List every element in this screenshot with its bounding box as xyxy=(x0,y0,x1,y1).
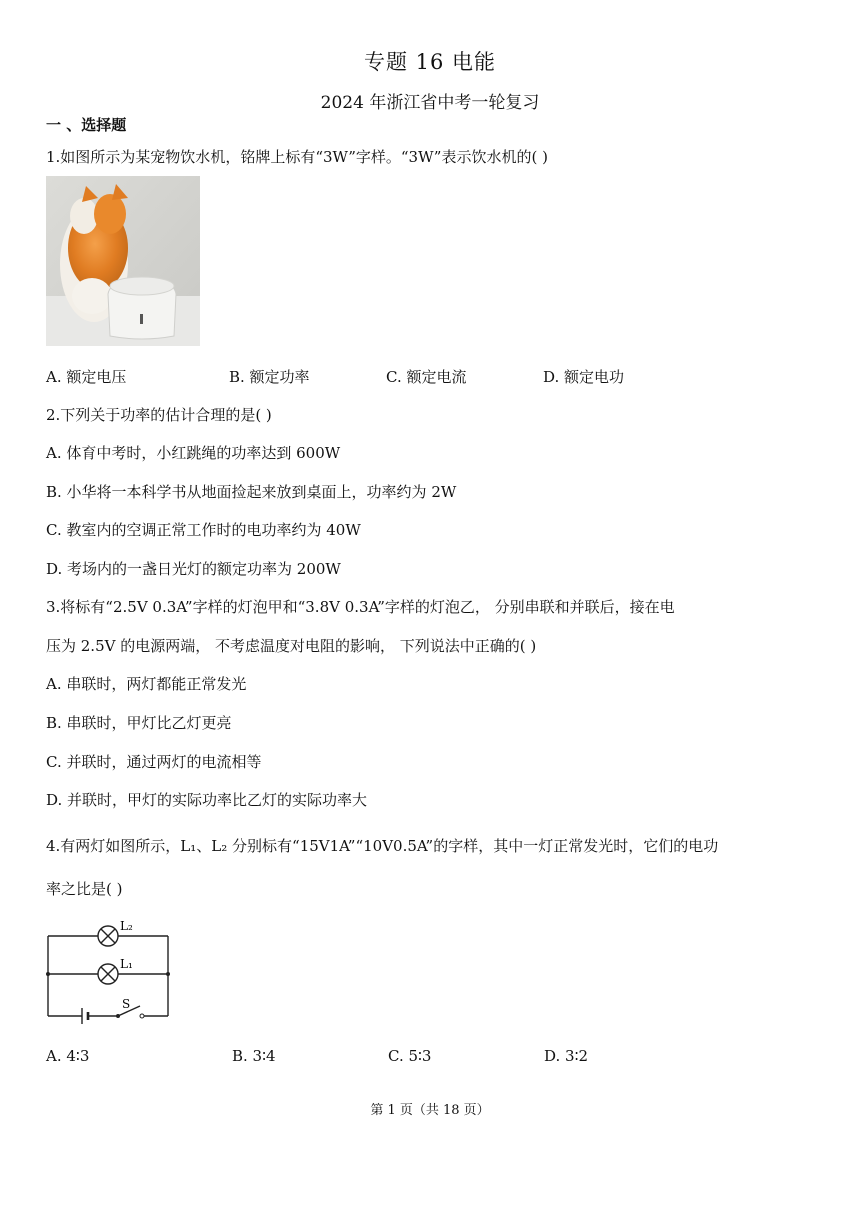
q4-option-b: B. 3∶4 xyxy=(232,1047,276,1065)
page-subtitle: 2024 年浙江省中考一轮复习 xyxy=(320,93,540,113)
question-4-stem-line-1: 4.有两灯如图所示，L₁、L₂ 分别标有“15V1A”“10V0.5A”的字样，其中一灯正常发光时，它们的电功 xyxy=(46,837,719,855)
question-2-stem: 2.下列关于功率的估计合理的是( ) xyxy=(46,406,272,424)
q1-option-b: B. 额定功率 xyxy=(229,368,310,386)
label-switch-s: S xyxy=(122,997,131,1011)
q3-option-b: B. 串联时，甲灯比乙灯更亮 xyxy=(46,714,232,732)
q3-option-c: C. 并联时，通过两灯的电流相等 xyxy=(46,753,262,771)
q1-option-d: D. 额定电功 xyxy=(543,368,625,386)
q3-option-a: A. 串联时，两灯都能正常发光 xyxy=(46,675,247,693)
q2-option-b: B. 小华将一本科学书从地面捡起来放到桌面上，功率约为 2W xyxy=(46,483,457,501)
q4-option-d: D. 3∶2 xyxy=(544,1047,589,1065)
label-l1: L₁ xyxy=(120,957,133,971)
question-1-stem: 1.如图所示为某宠物饮水机，铭牌上标有“3W”字样。“3W”表示饮水机的( ) xyxy=(46,148,548,166)
page-title: 专题 16 电能 xyxy=(363,50,497,74)
q2-option-d: D. 考场内的一盏日光灯的额定功率为 200W xyxy=(46,560,341,578)
page-footer: 第 1 页（共 18 页） xyxy=(370,1103,490,1118)
q1-option-c: C. 额定电流 xyxy=(386,368,467,386)
q4-option-c: C. 5∶3 xyxy=(388,1047,432,1065)
question-3-stem-line-1: 3.将标有“2.5V 0.3A”字样的灯泡甲和“3.8V 0.3A”字样的灯泡乙， 分别串联和并联后，接在电 xyxy=(46,598,675,616)
q2-option-c: C. 教室内的空调正常工作时的电功率约为 40W xyxy=(46,521,361,539)
question-3-stem-line-2: 压为 2.5V 的电源两端， 不考虑温度对电阻的影响， 下列说法中正确的( ) xyxy=(46,637,537,655)
q4-option-a: A. 4∶3 xyxy=(46,1047,90,1065)
question-4-stem-line-2: 率之比是( ) xyxy=(46,880,123,898)
q3-option-d: D. 并联时，甲灯的实际功率比乙灯的实际功率大 xyxy=(46,791,368,809)
pet-water-dispenser-photo xyxy=(46,176,200,346)
section-heading: 一 、选择题 xyxy=(46,116,127,134)
label-l2: L₂ xyxy=(120,919,133,933)
q2-option-a: A. 体育中考时，小红跳绳的功率达到 600W xyxy=(46,444,341,462)
circuit-diagram xyxy=(46,916,172,1024)
q1-option-a: A. 额定电压 xyxy=(46,368,127,386)
